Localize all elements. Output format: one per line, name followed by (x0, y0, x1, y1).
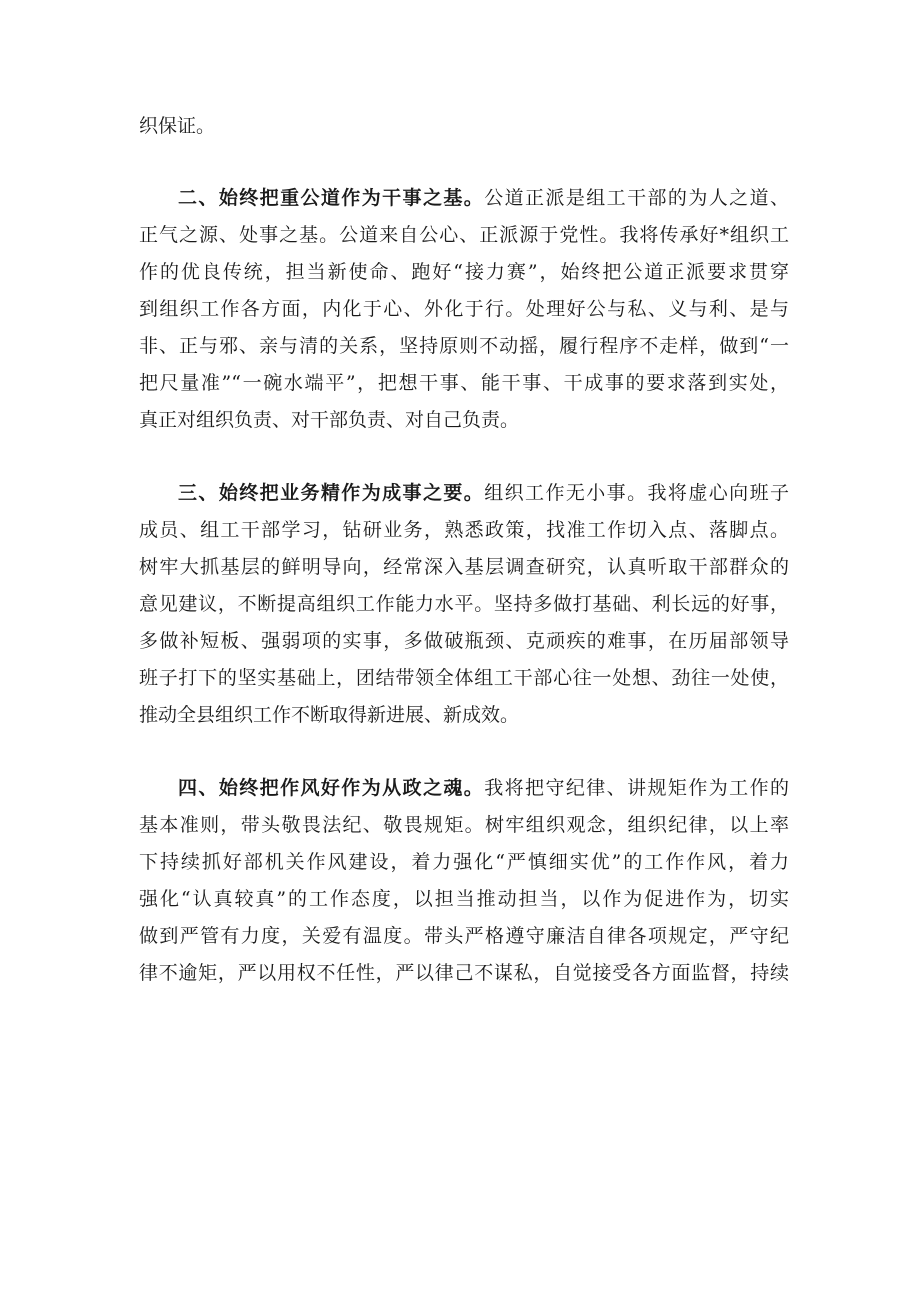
paragraph-3-first-line (178, 481, 789, 505)
paragraph-3-line: 成员、组工干部学习，钻研业务，熟悉政策，找准工作切入点、落脚点。 (139, 519, 789, 541)
paragraph-3-line: 班子打下的坚实基础上，团结带领全体组工干部心往一处想、劲往一处使， (139, 667, 789, 689)
paragraph-3-line: 意见建议，不断提高组织工作能力水平。坚持多做打基础、利长远的好事， (139, 593, 789, 615)
paragraph-3-first-text: 组织工作无小事。我将虚心向班子 (484, 482, 789, 504)
paragraph-4-first-text: 我将把守纪律、讲规矩作为工作的 (484, 777, 789, 799)
paragraph-2-line: 正气之源、处事之基。公道来自公心、正派源于党性。我将传承好*组织工 (139, 224, 789, 246)
paragraph-4-first-line (178, 776, 789, 800)
paragraph-1-line: 织保证。 (139, 115, 216, 137)
paragraph-2-first-text: 公道正派是组工干部的为人之道、 (484, 187, 789, 209)
paragraph-2-line: 非、正与邪、亲与清的关系，坚持原则不动摇，履行程序不走样，做到“一 (139, 335, 789, 357)
paragraph-4-line: 做到严管有力度，关爱有温度。带头严格遵守廉洁自律各项规定，严守纪 (139, 925, 789, 947)
paragraph-2-line: 把尺量准”“一碗水端平”，把想干事、能干事、干成事的要求落到实处， (139, 372, 789, 394)
paragraph-2-heading: 二、始终把重公道作为干事之基。 (178, 187, 485, 209)
paragraph-4-line: 基本准则，带头敬畏法纪、敬畏规矩。树牢组织观念，组织纪律，以上率 (139, 814, 789, 836)
paragraph-3-line: 推动全县组织工作不断取得新进展、新成效。 (139, 704, 520, 726)
paragraph-4-line: 律不逾矩，严以用权不任性，严以律己不谋私，自觉接受各方面监督，持续 (139, 962, 789, 984)
paragraph-4-line: 强化“认真较真”的工作态度，以担当推动担当，以作为促进作为，切实 (139, 888, 789, 910)
paragraph-4-heading: 四、始终把作风好作为从政之魂。 (178, 777, 485, 799)
paragraph-2-line: 作的优良传统，担当新使命、跑好“接力赛”，始终把公道正派要求贯穿 (139, 261, 789, 283)
paragraph-3-line: 多做补短板、强弱项的实事，多做破瓶颈、克顽疾的难事，在历届部领导 (139, 630, 789, 652)
paragraph-2-line: 到组织工作各方面，内化于心、外化于行。处理好公与私、义与利、是与 (139, 298, 789, 320)
paragraph-2-line: 真正对组织负责、对干部负责、对自己负责。 (139, 409, 520, 431)
paragraph-2-first-line (178, 186, 789, 210)
paragraph-3-line: 树牢大抓基层的鲜明导向，经常深入基层调查研究，认真听取干部群众的 (139, 556, 789, 578)
paragraph-4-line: 下持续抓好部机关作风建设，着力强化“严慎细实优”的工作作风，着力 (139, 851, 789, 873)
paragraph-3-heading: 三、始终把业务精作为成事之要。 (178, 482, 485, 504)
